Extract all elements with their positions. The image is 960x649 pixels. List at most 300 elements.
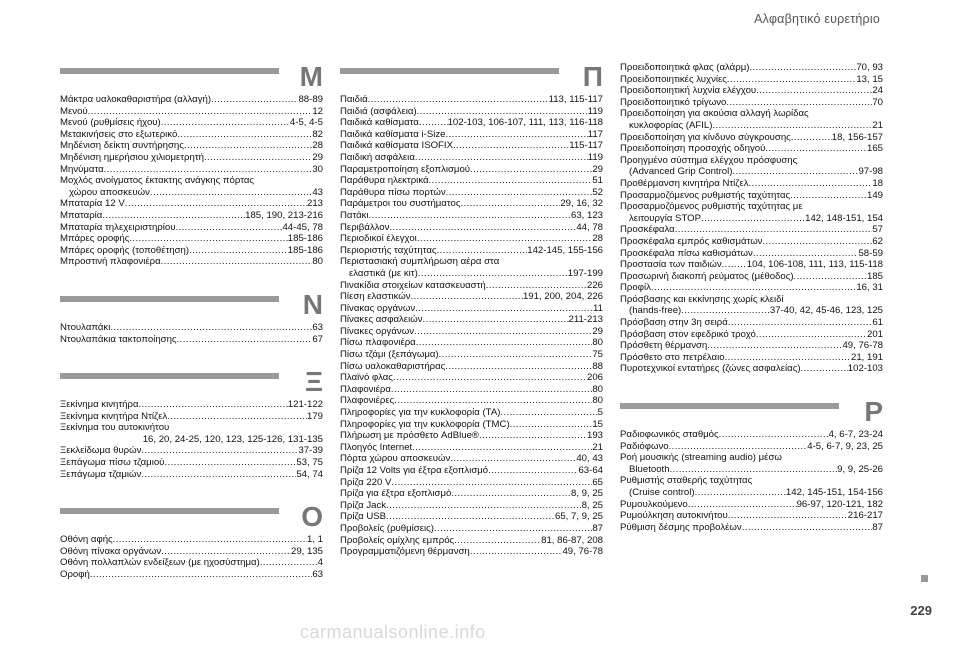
index-entry — [620, 132, 883, 144]
entry-label: Ρύθμιση δέσμης προβολέων — [620, 521, 742, 533]
entry-pages: 226 — [586, 279, 603, 291]
entry-label: Προειδοποιητική λυχνία ελέγχου — [620, 85, 757, 97]
leader-dots — [675, 224, 873, 236]
index-entry — [60, 233, 323, 245]
entry-pages: 29 — [592, 325, 603, 337]
index-entry — [340, 477, 603, 489]
entry-pages: 21, 191 — [850, 351, 883, 363]
entry-pages: 87 — [592, 522, 603, 534]
entry-pages: 49, 76-78 — [842, 340, 883, 352]
index-entry — [340, 140, 603, 152]
leader-dots — [369, 210, 571, 222]
entry-pages: 40, 43 — [576, 453, 603, 465]
entry-label: Πρίζα USB — [340, 511, 387, 523]
entry-label: Οροφή — [60, 569, 90, 581]
section-rule — [60, 296, 279, 302]
entry-pages: 54, 74 — [296, 468, 323, 480]
leader-dots — [393, 372, 587, 384]
entry-pages: 80 — [592, 383, 603, 395]
leader-dots — [412, 442, 592, 454]
section-letter: Ξ — [304, 366, 323, 398]
entry-label: Ροή μουσικής (streaming audio) μέσω — [620, 452, 782, 464]
entry-pages: 58-59 — [858, 247, 883, 259]
section-letter: Ο — [301, 501, 323, 533]
leader-dots — [486, 280, 587, 292]
leader-dots — [113, 534, 307, 546]
entry-label: Μενού (ρυθμίσεις ήχου) — [60, 117, 161, 129]
leader-dots — [681, 305, 770, 317]
section-letter: Ν — [302, 288, 323, 320]
entry-label: Πόρτα χώρου αποσκευών — [340, 453, 451, 465]
entry-pages: 193 — [586, 430, 603, 442]
leader-dots — [446, 187, 593, 199]
entry-pages: 61 — [872, 317, 883, 329]
index-entry — [60, 422, 323, 445]
entry-pages: 29 — [312, 151, 323, 163]
index-entry — [60, 140, 323, 152]
entry-label: Οθόνη πίνακα οργάνων — [60, 545, 162, 557]
leader-dots — [712, 120, 872, 132]
leader-dots — [368, 94, 549, 106]
entry-label: Πρίζα Jack — [340, 499, 387, 511]
entry-pages: 117 — [587, 128, 603, 140]
leader-dots — [415, 152, 588, 164]
leader-dots — [386, 511, 555, 523]
entry-pages: 75 — [592, 349, 603, 361]
index-entry — [60, 222, 323, 234]
index-column — [620, 62, 883, 533]
entry-pages: 1, 1 — [306, 534, 323, 546]
index-section — [60, 367, 323, 480]
entry-label: Πλήρωση με πρόσθετο AdBlue® — [340, 430, 480, 442]
leader-dots — [423, 314, 569, 326]
entry-label: Πληροφορίες για την κυκλοφορία (TA) — [340, 407, 501, 419]
entry-label: Οθόνη αφής — [60, 534, 113, 546]
leader-dots — [414, 326, 592, 338]
section-rule — [60, 373, 279, 379]
entry-label: Μάκτρα υαλοκαθαριστήρα (αλλαγή) — [60, 94, 212, 105]
page-marker — [921, 575, 928, 582]
entry-pages: 63 — [312, 321, 323, 333]
leader-dots — [167, 411, 307, 423]
entry-label: Ρυμούλκηση αυτοκινήτου — [620, 510, 728, 522]
leader-dots — [139, 399, 288, 411]
section-header — [60, 502, 323, 532]
entry-pages: 63-64 — [578, 465, 603, 476]
leader-dots — [651, 282, 856, 294]
entry-label: Πίνακες ασφαλειών — [340, 314, 423, 326]
leader-dots — [411, 291, 523, 303]
entry-pages: 201 — [866, 328, 883, 340]
entry-label: Περιοριστής ταχύτητας — [340, 244, 437, 256]
index-entry — [620, 236, 883, 248]
entry-pages: 70, 93 — [856, 62, 883, 73]
entry-label: Περιοδικοί έλεγχοι — [340, 233, 417, 245]
index-entry — [620, 271, 883, 283]
index-entry — [340, 511, 603, 523]
leader-dots — [434, 523, 592, 535]
entry-pages: 206 — [586, 372, 603, 384]
index-entry — [340, 314, 603, 326]
index-entry — [620, 340, 883, 352]
leader-dots — [415, 303, 593, 315]
leader-dots — [429, 175, 593, 187]
index-entry — [340, 349, 603, 361]
index-entry — [340, 407, 603, 419]
index-entry — [340, 465, 603, 477]
entry-label: Μηδένιση ημερήσιου χιλιομετρητή — [60, 151, 204, 163]
index-entry — [620, 352, 883, 364]
index-entry — [620, 294, 883, 317]
entry-label: Ραδιόφωνο — [620, 440, 669, 452]
leader-dots — [419, 117, 448, 129]
entry-label-continued: Bluetooth — [629, 463, 670, 475]
leader-dots — [722, 259, 747, 271]
index-entry — [60, 534, 323, 546]
entry-label: Πίνακες οργάνων — [340, 325, 414, 337]
index-entry — [340, 198, 603, 210]
entry-pages: 88-89 — [298, 94, 323, 105]
entry-pages: 4-5, 4-5 — [289, 117, 323, 129]
entry-label: Παιδικά καθίσματα — [340, 117, 419, 129]
entry-pages: 24 — [872, 85, 883, 97]
leader-dots — [719, 429, 829, 441]
entry-label-continued: (Cruise control) — [629, 487, 695, 498]
leader-dots — [164, 457, 296, 469]
index-entry — [620, 224, 883, 236]
leader-dots — [161, 256, 313, 268]
index-section — [60, 62, 323, 268]
entry-label: Πρίζα 12 Volts για έξτρα εξοπλισμό — [340, 465, 489, 476]
section-header — [340, 62, 603, 92]
entry-pages: 121-122 — [287, 399, 323, 411]
entry-label: Παιδική ασφάλεια — [340, 151, 415, 163]
index-entry — [60, 334, 323, 346]
entry-pages: 179 — [306, 410, 323, 422]
leader-dots — [453, 140, 569, 152]
index-entry — [620, 452, 883, 475]
entry-label: Μπροστινή πλαφονιέρα — [60, 256, 161, 268]
leader-dots — [189, 245, 288, 257]
index-entry — [60, 457, 323, 469]
index-entry — [340, 164, 603, 176]
index-entry — [340, 187, 603, 199]
index-entry — [340, 453, 603, 465]
section-letter: Π — [582, 61, 603, 92]
leader-dots — [141, 469, 296, 481]
entry-label: Ξεπάγωμα πίσω τζαμιού — [60, 457, 165, 469]
entry-pages: 4-5, 6-7, 9, 23, 25 — [807, 440, 883, 452]
entry-label-continued: (Advanced Grip Control) — [629, 166, 733, 178]
leader-dots — [727, 74, 856, 86]
section-rule — [620, 403, 839, 409]
entry-label: Πίσω πλαφονιέρα — [340, 337, 416, 349]
entry-pages: 28 — [312, 140, 323, 152]
index-entry — [620, 178, 883, 190]
section-rule — [60, 68, 279, 74]
entry-pages: 21 — [872, 119, 883, 131]
entry-label-continued: κυκλοφορίας (AFIL) — [629, 119, 713, 131]
leader-dots — [470, 164, 592, 176]
index-entry — [340, 129, 603, 141]
entry-label: Προηγμένο σύστημα ελέγχου πρόσφυσης — [620, 154, 798, 166]
index-entry — [340, 245, 603, 257]
section-letter: Ρ — [864, 396, 883, 428]
leader-dots — [150, 187, 312, 199]
entry-label: Ρυμουλκούμενο — [620, 498, 688, 510]
entry-pages: 142, 145-151, 154-156 — [785, 487, 883, 498]
entry-pages: 80 — [312, 256, 323, 268]
leader-dots — [701, 213, 805, 225]
index-entry — [60, 164, 323, 176]
leader-dots — [439, 349, 593, 361]
index-entry — [340, 500, 603, 512]
leader-dots — [445, 361, 592, 373]
index-entry — [340, 303, 603, 315]
index-section — [60, 502, 323, 580]
entry-label: Μηδένιση δείκτη συντήρησης — [60, 140, 184, 152]
index-entry — [620, 429, 883, 441]
entry-pages: 97-98 — [858, 166, 883, 178]
leader-dots — [204, 152, 312, 164]
leader-dots — [790, 190, 867, 202]
index-entry — [340, 372, 603, 384]
index-entry — [620, 282, 883, 294]
leader-dots — [488, 465, 578, 477]
leader-dots — [161, 546, 291, 558]
entry-label: Μπαταρία — [60, 209, 103, 221]
index-entry — [620, 248, 883, 260]
index-entry — [60, 569, 323, 581]
entry-label: Προβολείς ομίχλης εμπρός — [340, 534, 455, 546]
entry-label: Μπάρες οροφής — [60, 233, 130, 245]
index-entry — [620, 259, 883, 271]
entry-label: Ντουλαπάκια τακτοποίησης — [60, 333, 177, 345]
entry-pages: 113, 115-117 — [548, 94, 603, 105]
entry-label: Περιβάλλον — [340, 221, 390, 233]
index-entry — [60, 322, 323, 334]
leader-dots — [391, 477, 592, 489]
entry-label: Ξεκίνημα κινητήρα Ντίζελ — [60, 410, 168, 422]
entry-pages: 67 — [312, 333, 323, 345]
index-entry — [340, 361, 603, 373]
entry-pages: 70 — [872, 96, 883, 108]
leader-dots — [110, 322, 312, 334]
entry-label-continued: χώρου αποσκευών — [69, 186, 150, 198]
index-entry — [620, 317, 883, 329]
entry-pages: 30 — [312, 163, 323, 175]
entry-pages: 9, 9, 25-26 — [837, 463, 883, 475]
entry-label: Ξεκίνημα κινητήρα — [60, 399, 139, 411]
entry-pages: 102-103, 106-107, 111, 113, 116-118 — [447, 117, 603, 129]
entry-pages: 18, 156-157 — [831, 131, 883, 143]
leader-dots — [695, 487, 786, 499]
leader-dots — [454, 535, 541, 547]
entry-label: Παιδιά — [340, 94, 368, 105]
entry-label: Προθέρμανση κινητήρα Ντίζελ — [620, 177, 749, 189]
index-entry — [340, 175, 603, 187]
leader-dots — [417, 106, 588, 118]
entry-pages: 119 — [587, 105, 603, 117]
entry-label: Προειδοποίηση για ακούσια αλλαγή λωρίδας — [620, 108, 809, 120]
entry-pages: 52 — [592, 186, 603, 198]
index-entry — [340, 256, 603, 279]
entry-label: Προειδοποίηση προσοχής οδηγού — [620, 143, 766, 155]
leader-dots — [765, 143, 867, 155]
leader-dots — [102, 210, 245, 222]
page-header: Αλφαβητικό ευρετήριο — [754, 12, 880, 26]
entry-pages: 65 — [592, 476, 603, 488]
entry-pages: 63, 123 — [570, 209, 603, 221]
index-entry — [60, 469, 323, 481]
entry-pages: 15 — [592, 418, 603, 430]
entry-pages: 80 — [592, 395, 603, 407]
entry-pages: 119 — [587, 151, 603, 163]
entry-label: Πλαϊνό φλας — [340, 372, 393, 384]
entry-label-continued: λειτουργία STOP — [629, 212, 701, 224]
index-entry — [340, 488, 603, 500]
entry-pages: 142, 148-151, 154 — [805, 212, 883, 224]
entry-label: Μπαταρία τηλεχειριστηρίου — [60, 221, 176, 233]
entry-pages: 81, 86-87, 208 — [541, 534, 603, 546]
leader-dots — [801, 363, 848, 375]
entry-pages: 197-199 — [567, 267, 603, 279]
leader-dots — [416, 337, 593, 349]
entry-label: Ξεκλείδωμα θυρών — [60, 445, 142, 457]
entry-label: Πλαφονιέρα — [340, 383, 391, 395]
entry-pages: 29, 135 — [290, 545, 323, 557]
entry-label: Ντουλαπάκι — [60, 321, 111, 333]
leader-dots — [749, 178, 873, 190]
entry-label: Προγραμματιζόμενη θέρμανση — [340, 546, 470, 558]
leader-dots — [732, 166, 858, 178]
entry-label: Πίσω τζάμι (ξεπάγωμα) — [340, 349, 439, 361]
entry-label: Προειδοποιητικά φλας (αλάρμ) — [620, 62, 750, 73]
index-entry — [60, 245, 323, 257]
index-entry — [620, 441, 883, 453]
entry-label: Πληροφορίες για την κυκλοφορία (TMC) — [340, 418, 510, 430]
watermark: carmanualsonline.info — [300, 622, 486, 642]
entry-pages: 65, 7, 9, 25 — [554, 511, 603, 523]
entry-pages: 185-186 — [287, 244, 323, 256]
entry-pages: 29 — [592, 163, 603, 175]
entry-pages: 185, 190, 213-216 — [245, 209, 323, 221]
entry-label: Ξεκίνημα του αυτοκινήτου — [60, 422, 170, 434]
entry-label: Παράθυρα πίσω πορτών — [340, 186, 446, 198]
index-entry — [620, 329, 883, 341]
entry-pages: 80 — [592, 337, 603, 349]
index-entry — [620, 499, 883, 511]
leader-dots — [177, 129, 312, 141]
index-entry — [620, 522, 883, 534]
leader-dots — [669, 441, 808, 453]
entry-pages: 213 — [306, 198, 323, 210]
entry-pages: 12 — [312, 105, 323, 117]
index-entry — [340, 395, 603, 407]
entry-label: Προειδοποιητικές λυχνίες — [620, 73, 727, 85]
index-entry — [60, 106, 323, 118]
leader-dots — [386, 500, 582, 512]
index-section — [620, 62, 883, 375]
leader-dots — [794, 271, 867, 283]
index-entry — [60, 557, 323, 569]
leader-dots — [394, 395, 592, 407]
entry-pages: 29, 16, 32 — [560, 198, 603, 210]
leader-dots — [749, 62, 856, 74]
leader-dots — [437, 245, 528, 257]
index-entry — [340, 326, 603, 338]
entry-pages: 102-103 — [847, 363, 883, 375]
leader-dots — [184, 140, 312, 152]
entry-pages: 96-97, 120-121, 182 — [796, 498, 883, 510]
index-entry — [340, 210, 603, 222]
entry-label: Οθόνη πολλαπλών ενδείξεων (με ηχοσύστημα) — [60, 557, 260, 569]
index-entry — [340, 419, 603, 431]
leader-dots — [417, 233, 593, 245]
entry-label: Προσκέφαλα πίσω καθισμάτων — [620, 247, 753, 259]
entry-pages: 185 — [866, 270, 883, 282]
index-column — [60, 62, 323, 581]
leader-dots — [756, 85, 872, 97]
entry-label: Πρόσθετη θέρμανση — [620, 340, 708, 352]
leader-dots — [450, 453, 576, 465]
index-entry — [340, 117, 603, 129]
entry-pages: 51 — [592, 175, 603, 187]
index-entry — [60, 198, 323, 210]
section-rule — [60, 508, 279, 514]
index-entry — [340, 535, 603, 547]
entry-label-continued: ελαστικά (με κιτ) — [349, 267, 418, 279]
entry-label: Πρίζα για έξτρα εξοπλισμό — [340, 488, 452, 500]
entry-label: Πατάκι — [340, 209, 369, 221]
index-entry — [340, 291, 603, 303]
entry-pages: 57 — [872, 224, 883, 236]
entry-pages: 53, 75 — [296, 457, 323, 469]
entry-label: Προσκέφαλα — [620, 224, 675, 236]
index-entry — [340, 152, 603, 164]
index-entry — [620, 74, 883, 86]
entry-label: Προστασία των παιδιών — [620, 259, 722, 271]
entry-label: Πυροτεχνικοί εντατήρες (ζώνες ασφαλείας) — [620, 363, 801, 375]
index-entry — [340, 430, 603, 442]
entry-pages: 104, 106-108, 111, 113, 115-118 — [746, 259, 883, 271]
entry-pages: 37-40, 42, 45-46, 123, 125 — [769, 305, 883, 317]
entry-label: Μηνύματα — [60, 163, 104, 175]
entry-label: Πίνακας οργάνων — [340, 302, 416, 314]
leader-dots — [125, 198, 307, 210]
entry-label: Πινακίδια στοιχείων κατασκευαστή — [340, 279, 486, 291]
entry-pages: 16, 31 — [856, 282, 883, 294]
entry-pages: 8, 9, 25 — [570, 488, 603, 500]
entry-pages: 87 — [872, 521, 883, 533]
entry-pages: 37-39 — [298, 445, 323, 457]
entry-pages: 21 — [592, 441, 603, 453]
entry-pages: 211-213 — [568, 314, 603, 326]
entry-pages: 5 — [597, 407, 603, 419]
entry-pages: 165 — [866, 143, 883, 155]
leader-dots — [725, 352, 851, 364]
entry-label: Παραμετροποίηση εξοπλισμού — [340, 163, 471, 175]
entry-pages: 149 — [866, 189, 883, 201]
entry-label: Περιστασιακή συμπλήρωση αέρα στα — [340, 256, 500, 268]
section-letter: Μ — [299, 61, 323, 92]
leader-dots — [707, 340, 842, 352]
leader-dots — [260, 557, 318, 569]
index-entry — [340, 442, 603, 454]
index-entry — [60, 129, 323, 141]
index-entry — [60, 210, 323, 222]
leader-dots — [756, 329, 867, 341]
